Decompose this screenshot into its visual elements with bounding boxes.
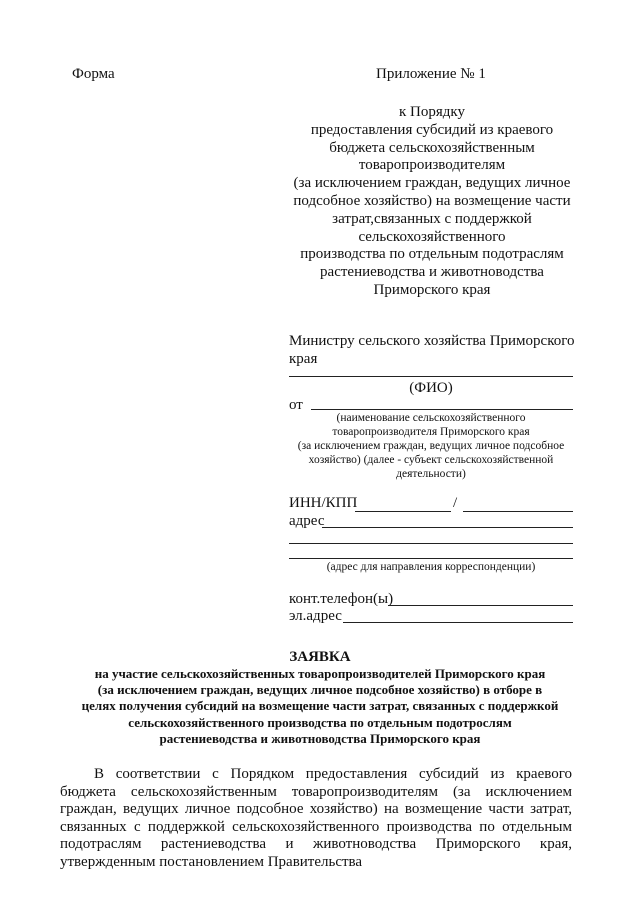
caption-line: товаропроизводителя Приморского края [332,426,530,438]
form-label: Форма [72,66,115,82]
application-title [60,648,580,747]
fio-caption: (ФИО) [409,380,453,396]
caption-line: деятельности) [396,468,466,480]
title-line: целях получения субсидий на возмещение части затрат, связанных с поддержкой [81,698,559,714]
organization-caption [289,411,573,481]
order-line: к Порядку [399,104,465,120]
title-line: сельскохозяйственного производства по отдельным подотрослям [128,714,512,730]
inn-label: ИНН/КПП [289,495,358,511]
order-line: товаропроизводителям [358,157,506,174]
caption-line: (наименование сельскохозяйственного [336,412,526,424]
order-line: бюджета сельскохозяйственным [329,139,535,156]
address-fill-line-3 [289,558,573,559]
caption-line: (за исключением граждан, ведущих личное подсобное [297,440,565,452]
email-fill-line [343,622,573,623]
title-line: (за исключением граждан, ведущих личное подсобное хозяйство) в отборе в [97,682,543,698]
phone-fill-line [388,605,573,606]
title-heading: ЗАЯВКА [289,649,351,665]
body-paragraph: В соответствии с Порядком предоставления субсидий из краевого бюджета сельскохозяйственным товаропроизводителям (за исключением граждан, ведущих личное подсобное хозяйство) на возмещение части затрат, связанных с поддержкой сельскохозяйственного производства по отдельным подотраслям растениеводства и животноводства Приморского края, утвержденным постановлением Правительства [60,766,572,870]
inn-separator: / [453,495,458,511]
order-line: растениеводства и животноводства [320,264,544,281]
order-line: затрат,связанных с поддержкой [332,210,532,227]
order-line: (за исключением граждан, ведущих личное [293,175,571,192]
from-label: от [289,397,303,413]
order-line: производства по отдельным подотраслям [300,246,564,263]
order-line: Приморского края [373,281,491,298]
order-line: предоставления субсидий из краевого [310,121,554,138]
email-label: эл.адрес [289,608,342,624]
title-line: на участие сельскохозяйственных товаропроизводителей Приморского края [94,666,546,681]
kpp-fill-line [463,511,573,512]
address-caption: (адрес для направления корреспонденции) [326,561,536,573]
fio-fill-line [289,376,573,377]
phone-label: конт.телефон(ы) [289,591,394,607]
address-label: адрес [289,513,325,529]
appendix-number: Приложение № 1 [376,66,486,82]
address-fill-line [322,527,573,528]
addressee-line: Министру сельского хозяйства Приморского [289,333,575,349]
order-reference-block [282,104,582,300]
inn-fill-line [355,511,451,512]
organization-fill-line [311,409,573,410]
title-line: растениеводства и животноводства Приморского края [159,730,481,746]
caption-line: хозяйство) (далее - субъект сельскохозяйственной [308,454,554,466]
addressee-line: края [289,351,318,367]
order-line: подсобное хозяйство) на возмещение части [293,192,571,209]
order-line: сельскохозяйственного [358,228,506,245]
address-fill-line-2 [289,543,573,544]
